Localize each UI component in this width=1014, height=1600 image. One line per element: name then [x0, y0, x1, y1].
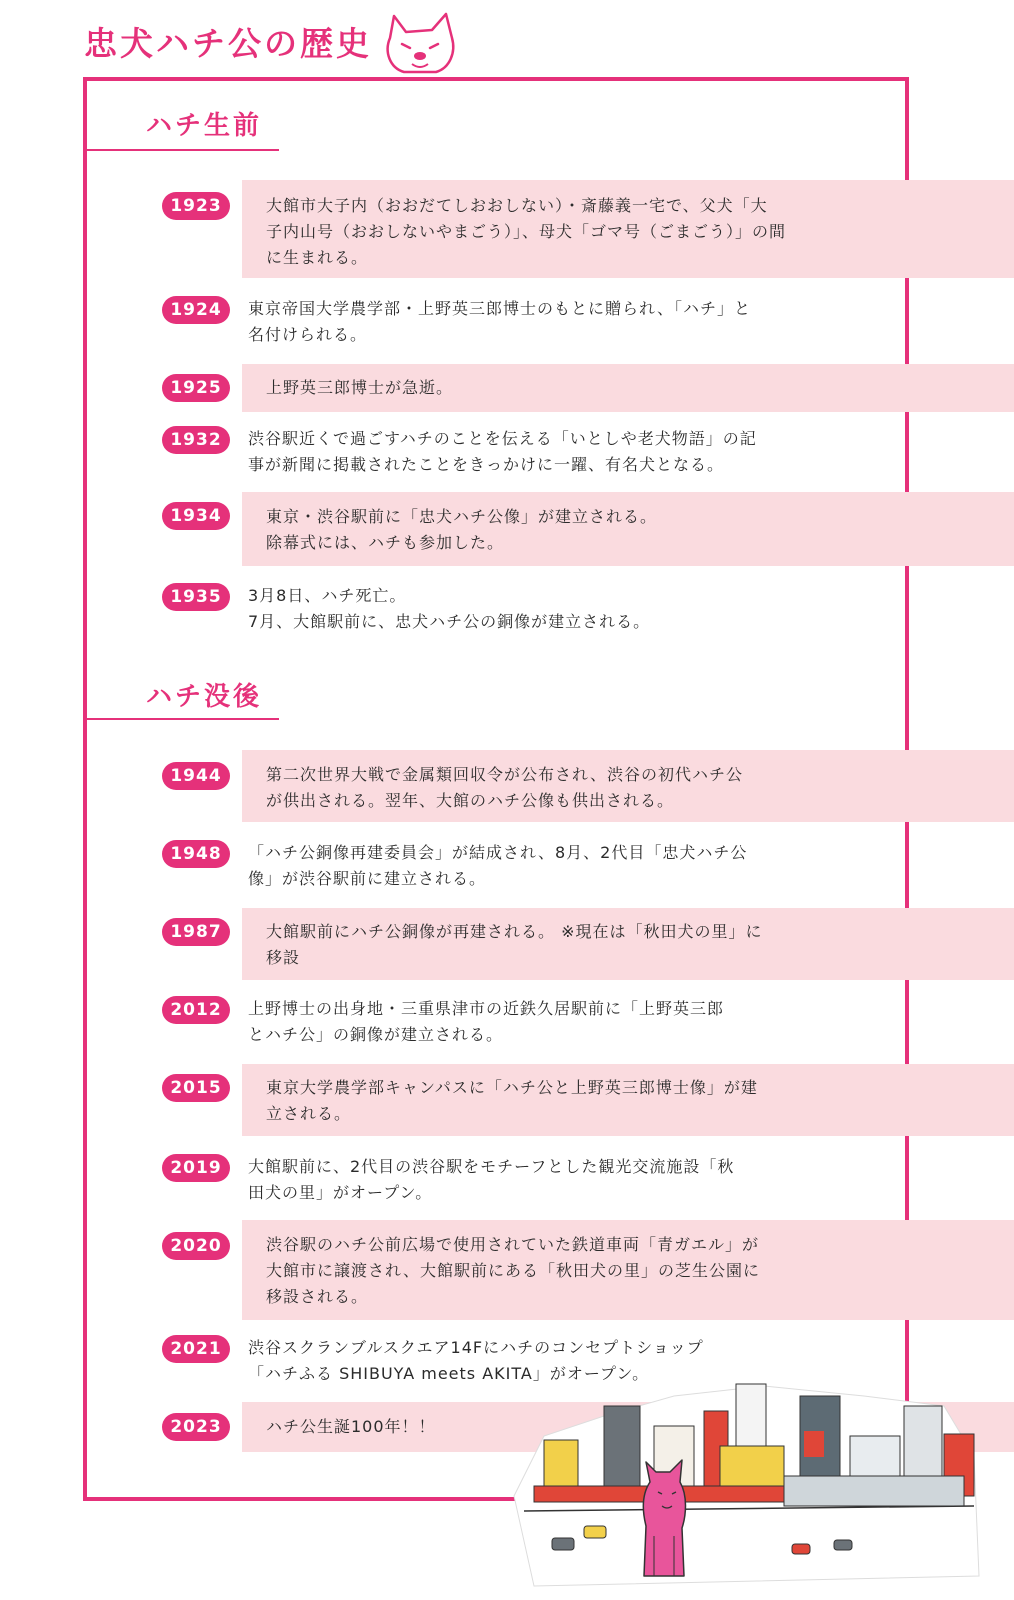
timeline-entry [0, 296, 1014, 350]
section-title-after: ハチ没後 [146, 682, 263, 712]
entry-text: 東京・渋谷駅前に「忠犬ハチ公像」が建立される。 除幕式には、ハチも参加した。 [266, 507, 658, 552]
timeline-entry [0, 908, 1014, 980]
year-badge: 1924 [162, 296, 230, 324]
timeline-entry [0, 583, 1014, 637]
entry-text: 上野博士の出身地・三重県津市の近鉄久居駅前に「上野英三郎 とハチ公」の銅像が建立される。 [248, 999, 725, 1044]
year-badge: 2012 [162, 996, 230, 1024]
timeline-entry [0, 180, 1014, 278]
timeline-entry [0, 840, 1014, 894]
timeline-entry [0, 1064, 1014, 1136]
timeline-entry [0, 1220, 1014, 1320]
year-badge: 2020 [162, 1232, 230, 1260]
entry-text: 東京帝国大学農学部・上野英三郎博士のもとに贈られ、「ハチ」と 名付けられる。 [248, 299, 751, 344]
entry-text: 「ハチ公銅像再建委員会」が結成され、8月、2代目「忠犬ハチ公 像」が渋谷駅前に建立される。 [248, 843, 748, 888]
entry-text: 東京大学農学部キャンパスに「ハチ公と上野英三郎博士像」が建 立される。 [266, 1078, 758, 1123]
year-badge: 1923 [162, 192, 230, 220]
section-rule [83, 149, 279, 151]
page-title: 忠犬ハチ公の歴史 [84, 24, 372, 63]
year-badge: 1925 [162, 374, 230, 402]
entry-text: 3月8日、ハチ死亡。 7月、大館駅前に、忠犬ハチ公の銅像が建立される。 [248, 586, 651, 631]
section-title-before: ハチ生前 [146, 111, 263, 141]
entry-text: 大館駅前に、2代目の渋谷駅をモチーフとした観光交流施設「秋 田犬の里」がオープン。 [248, 1157, 735, 1202]
entry-text: 大館市大子内（おおだてしおおしない）・斎藤義一宅で、父犬「大 子内山号（おおしないやまごう）」、母犬「ゴマ号（ごまごう）」の間 に生まれる。 [266, 196, 787, 267]
entry-text: 第二次世界大戦で金属類回収令が公布され、渋谷の初代ハチ公 が供出される。翌年、大館のハチ公像も供出される。 [266, 765, 743, 810]
year-badge: 1935 [162, 583, 230, 611]
timeline-entry [0, 1154, 1014, 1208]
year-badge: 2019 [162, 1154, 230, 1182]
city-illustration-icon [504, 1376, 984, 1591]
year-badge: 2015 [162, 1074, 230, 1102]
timeline-entry [0, 426, 1014, 480]
entry-text: ハチ公生誕100年！！ [266, 1417, 436, 1436]
timeline-entry [0, 996, 1014, 1050]
section-rule [83, 718, 279, 720]
year-badge: 1944 [162, 762, 230, 790]
entry-text: 上野英三郎博士が急逝。 [266, 378, 454, 397]
entry-text: 大館駅前にハチ公銅像が再建される。 ※現在は「秋田犬の里」に 移設 [266, 922, 763, 967]
year-badge: 1934 [162, 502, 230, 530]
timeline-entry [0, 492, 1014, 566]
year-badge: 1948 [162, 840, 230, 868]
year-badge: 1987 [162, 918, 230, 946]
hachiko-statue-icon [643, 1460, 685, 1576]
timeline-entry [0, 364, 1014, 412]
timeline-entry [0, 750, 1014, 822]
year-badge: 2023 [162, 1413, 230, 1441]
dog-head-icon [380, 8, 460, 78]
entry-text: 渋谷駅近くで過ごすハチのことを伝える「いとしや老犬物語」の記 事が新聞に掲載されたことをきっかけに一躍、有名犬となる。 [248, 429, 757, 474]
entry-text: 渋谷スクランブルスクエア14Fにハチのコンセプトショップ 「ハチふる SHIBUYA meets AKITA」がオープン。 [248, 1338, 704, 1383]
year-badge: 1932 [162, 426, 230, 454]
year-badge: 2021 [162, 1335, 230, 1363]
entry-text: 渋谷駅のハチ公前広場で使用されていた鉄道車両「青ガエル」が 大館市に譲渡され、大館駅前にある「秋田犬の里」の芝生公園に 移設される。 [266, 1235, 760, 1306]
